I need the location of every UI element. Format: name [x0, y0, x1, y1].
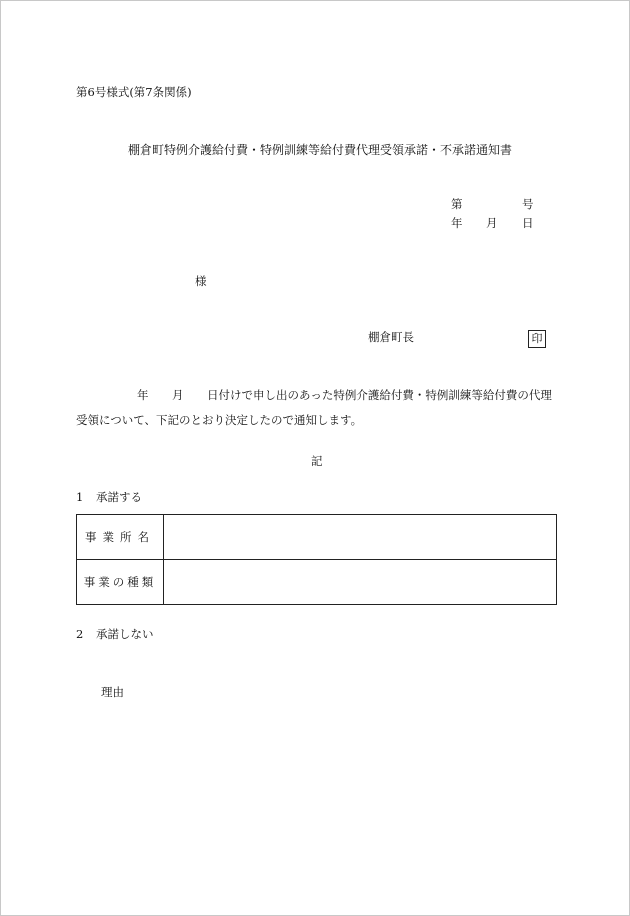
number-prefix: 第	[451, 197, 463, 211]
business-type-label: 事業の種類	[77, 560, 164, 605]
date-month: 月	[486, 216, 498, 230]
approval-table	[76, 514, 557, 605]
body-text-line2: 受領について、下記のとおり決定したので通知します。	[76, 413, 363, 427]
table-row	[77, 515, 557, 560]
business-type-field[interactable]	[164, 560, 557, 605]
reason-label: 理由	[101, 685, 124, 699]
document-title: 棚倉町特例介護給付費・特例訓練等給付費代理受領承諾・不承諾通知書	[128, 143, 513, 157]
date-day: 日	[522, 216, 534, 230]
body-year: 年	[137, 388, 149, 402]
issuer-name: 棚倉町長	[368, 330, 414, 344]
seal-mark: 印	[528, 330, 546, 348]
recipient-suffix: 様	[195, 274, 207, 288]
body-month: 月	[172, 388, 184, 402]
section1-number: 1	[76, 490, 84, 504]
table-row	[77, 560, 557, 605]
form-number: 第6号様式(第7条関係)	[76, 85, 192, 99]
section2-heading: 承諾しない	[96, 627, 154, 641]
section1-heading: 承諾する	[96, 490, 142, 504]
ki-label: 記	[311, 454, 323, 468]
number-suffix: 号	[522, 197, 534, 211]
business-name-field[interactable]	[164, 515, 557, 560]
date-year: 年	[451, 216, 463, 230]
section2-number: 2	[76, 627, 84, 641]
business-name-label: 事業所名	[77, 515, 164, 560]
body-text-line1: 日付けで申し出のあった特例介護給付費・特例訓練等給付費の代理	[207, 388, 552, 402]
